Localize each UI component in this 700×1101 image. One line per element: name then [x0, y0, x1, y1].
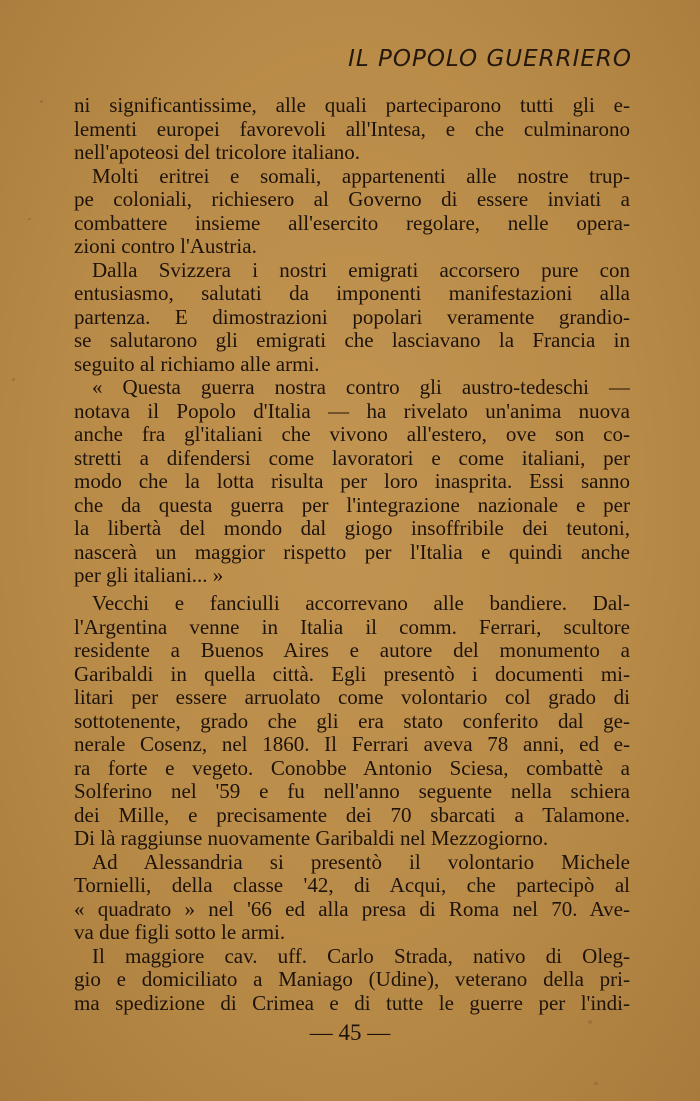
text-line: la libertà del mondo dal giogo insoffribile dei teutoni,: [74, 517, 630, 540]
text-line: l'Argentina venne in Italia il comm. Ferrari, scultore: [74, 615, 630, 639]
text-line: « Questa guerra nostra contro gli austro-tedeschi —: [92, 376, 630, 399]
text-line: Dalla Svizzera i nostri emigrati accorsero pure con: [92, 258, 630, 282]
text-line: Tornielli, della classe '42, di Acqui, che partecipò al: [74, 874, 630, 897]
text-line: zioni contro l'Austria.: [74, 235, 257, 258]
text-line: per gli italiani... »: [74, 564, 224, 587]
text-line: residente a Buenos Aires e autore del monumento a: [74, 639, 630, 662]
page-number: — 45 —: [309, 1020, 391, 1045]
text-line: se salutarono gli emigrati che lasciavano la Francia in: [74, 329, 630, 352]
text-line: « quadrato » nel '66 ed alla presa di Roma nel 70. Ave-: [74, 897, 630, 921]
text-line: entusiasmo, salutati da imponenti manifestazioni alla: [74, 282, 630, 305]
text-line: anche fra gl'italiani che vivono all'estero, ove son co-: [74, 423, 630, 446]
text-line: gio e domiciliato a Maniago (Udine), veterano della pri-: [74, 968, 630, 991]
text-line: Molti eritrei e somali, appartenenti alle nostre trup-: [92, 164, 630, 188]
text-line: nerale Cosenz, nel 1860. Il Ferrari aveva 78 anni, ed e-: [74, 733, 630, 756]
text-line: Di là raggiunse nuovamente Garibaldi nel Mezzogiorno.: [74, 827, 549, 850]
text-line: litari per essere arruolato come volontario col grado di: [74, 686, 630, 709]
text-line: ma spedizione di Crimea e di tutte le guerre per l'indi-: [74, 991, 630, 1015]
text-line: ra forte e vegeto. Conobbe Antonio Sciesa, combattè a: [74, 756, 630, 780]
paper-speck: [594, 1082, 598, 1085]
text-line: Vecchi e fanciulli accorrevano alle bandiere. Dal-: [92, 592, 630, 615]
text-block-top: [74, 94, 630, 588]
text-line: partenza. E dimostrazioni popolari veramente grandio-: [74, 305, 630, 329]
text-line: nascerà un maggior rispetto per l'Italia e quindi anche: [74, 540, 630, 564]
paper-speck: [12, 378, 15, 381]
text-line: Solferino nel '59 e fu nell'anno seguente nella schiera: [74, 780, 630, 803]
text-line: seguito al richiamo alle armi.: [74, 352, 320, 376]
text-line: lementi europei favorevoli all'Intesa, e che culminarono: [74, 117, 630, 141]
text-line: stretti a difendersi come lavoratori e come italiani, per: [74, 446, 630, 470]
text-line: Il maggiore cav. uff. Carlo Strada, nativo di Oleg-: [92, 944, 630, 968]
text-line: Ad Alessandria si presentò il volontario Michele: [92, 850, 630, 874]
text-line: pe coloniali, richiesero al Governo di essere inviati a: [74, 188, 630, 211]
text-block-bottom: [74, 592, 630, 1015]
text-line: Garibaldi in quella città. Egli presentò i documenti mi-: [74, 662, 630, 686]
text-line: sottotenente, grado che gli era stato conferito dal ge-: [74, 709, 630, 733]
running-title: IL POPOLO GUERRIERO: [348, 46, 632, 72]
text-line: combattere insieme all'esercito regolare, nelle opera-: [74, 211, 630, 235]
text-line: nell'apoteosi del tricolore italiano.: [74, 141, 361, 164]
text-line: ni significantissime, alle quali parteciparono tutti gli e-: [74, 94, 630, 117]
text-line: modo che la lotta risulta per loro inasprita. Essi sanno: [74, 470, 630, 493]
text-line: notava il Popolo d'Italia — ha rivelato un'anima nuova: [74, 399, 630, 423]
text-line: che da questa guerra per l'integrazione nazionale e per: [74, 493, 630, 517]
paper-speck: [40, 100, 43, 103]
text-line: va due figli sotto le armi.: [74, 921, 286, 944]
paper-speck: [28, 218, 31, 220]
text-line: dei Mille, e precisamente dei 70 sbarcati a Talamone.: [74, 803, 630, 827]
